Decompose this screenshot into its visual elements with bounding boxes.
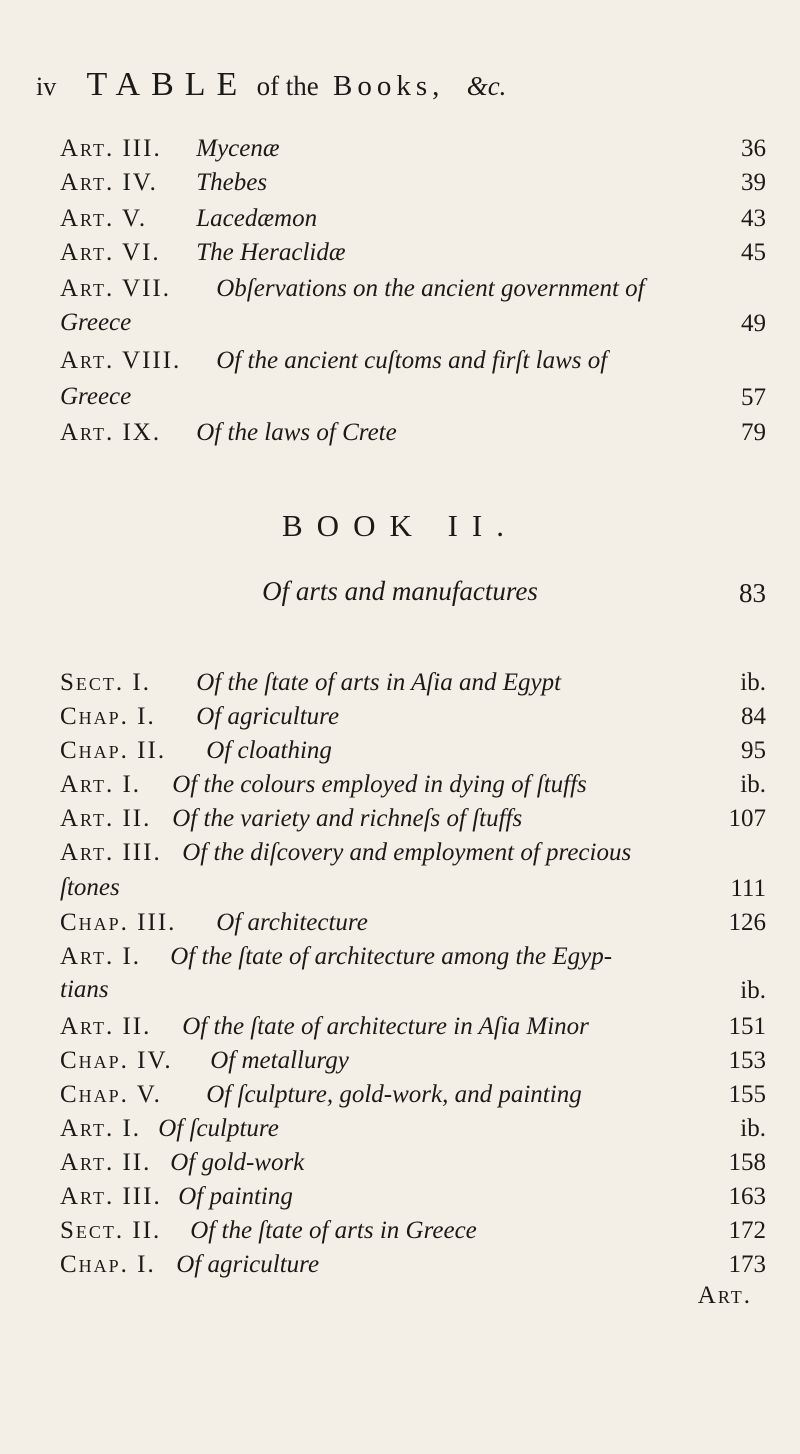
running-head	[36, 66, 776, 104]
entry-page: 36	[741, 135, 766, 162]
entry-label: Chap. I.	[60, 703, 156, 730]
entry-label: Art. VIII.	[60, 347, 182, 374]
entry-title-continuation: ſtones	[60, 874, 120, 901]
entry-page: 153	[728, 1047, 766, 1074]
entry-page: 126	[728, 909, 766, 936]
toc-entry	[60, 1114, 766, 1144]
entry-label: Chap. V.	[60, 1081, 162, 1108]
toc-entry	[60, 1182, 766, 1212]
entry-title: Of the variety and richneſs of ſtuffs	[172, 805, 523, 832]
toc-entry	[60, 908, 766, 938]
entry-title: Of the ſtate of arts in Greece	[190, 1217, 477, 1244]
book-heading: BOOK II.	[282, 508, 518, 543]
entry-title: Mycenæ	[196, 135, 280, 162]
entry-title: Of the laws of Crete	[196, 419, 397, 446]
entry-label: Art. II.	[60, 1149, 152, 1176]
entry-title: Of metallurgy	[210, 1047, 349, 1074]
entry-title: The Heraclidæ	[196, 239, 346, 266]
entry-page: 39	[741, 169, 766, 196]
entry-page: 79	[741, 419, 766, 446]
toc-entry	[60, 702, 766, 732]
entry-label: Art. II.	[60, 1013, 152, 1040]
entry-title: Of the ancient cuſtoms and firſt laws of	[216, 347, 608, 374]
entry-page: 155	[728, 1081, 766, 1108]
entry-title-continuation: tians	[60, 976, 109, 1003]
entry-page: ib.	[740, 1115, 766, 1142]
entry-title: Of ſculpture	[158, 1115, 279, 1142]
entry-title: Of cloathing	[206, 737, 332, 764]
entry-page: ib.	[740, 669, 766, 696]
toc-entry	[60, 804, 766, 834]
entry-page: 49	[741, 310, 766, 337]
entry-label: Art. III.	[60, 839, 162, 866]
toc-entry	[60, 134, 766, 164]
toc-entry	[60, 1080, 766, 1110]
running-head-of-the: of the	[256, 71, 319, 101]
entry-title: Of the ſtate of architecture in Aſia Minor	[182, 1013, 589, 1040]
entry-title: Of ſculpture, gold-work, and painting	[206, 1081, 582, 1108]
entry-page: 84	[741, 703, 766, 730]
entry-title: Of gold-work	[170, 1149, 305, 1176]
entry-label: Chap. IV.	[60, 1047, 173, 1074]
entry-title: Obſervations on the ancient government of	[216, 275, 645, 302]
entry-label: Art. VI.	[60, 239, 161, 266]
book-subtitle-page: 83	[739, 578, 766, 608]
entry-label: Art. I.	[60, 771, 142, 798]
entry-page: 107	[728, 805, 766, 832]
entry-page: 57	[741, 384, 766, 411]
entry-page: 158	[728, 1149, 766, 1176]
toc-entry	[60, 770, 766, 800]
entry-title: Of agriculture	[176, 1251, 320, 1278]
entry-label: Sect. I.	[60, 669, 151, 696]
entry-label: Art. I.	[60, 1115, 142, 1142]
toc-entry	[60, 1012, 766, 1042]
entry-title: Of agriculture	[196, 703, 340, 730]
entry-label: Art. V.	[60, 205, 148, 232]
running-head-table: TABLE	[86, 66, 249, 103]
entry-title: Of the colours employed in dying of ſtuffs	[172, 771, 587, 798]
entry-page: ib.	[740, 771, 766, 798]
entry-label: Chap. I.	[60, 1251, 156, 1278]
entry-label: Art. III.	[60, 135, 162, 162]
toc-entry	[60, 204, 766, 234]
entry-page: 95	[741, 737, 766, 764]
entry-title: Of the ſtate of architecture among the Egyp-	[170, 943, 613, 970]
toc-entry	[60, 1148, 766, 1178]
entry-label: Art. IV.	[60, 169, 158, 196]
entry-title: Lacedæmon	[196, 205, 318, 232]
running-head-books: Books,	[333, 70, 445, 102]
toc-entry	[60, 1046, 766, 1076]
entry-page: 173	[728, 1251, 766, 1278]
toc-entry	[60, 168, 766, 198]
entry-title: Of architecture	[216, 909, 368, 936]
entry-page: 172	[728, 1217, 766, 1244]
entry-label: Art. I.	[60, 943, 142, 970]
entry-label: Art. IX.	[60, 419, 162, 446]
entry-page: 111	[730, 875, 766, 902]
toc-entry	[60, 1216, 766, 1246]
entry-label: Art. III.	[60, 1183, 162, 1210]
toc-entry	[60, 274, 766, 304]
entry-title-continuation: Greece	[60, 383, 132, 410]
toc-entry	[60, 736, 766, 766]
running-head-etc: &c.	[466, 71, 507, 101]
entry-title-continuation: Greece	[60, 309, 132, 336]
toc-entry	[60, 668, 766, 698]
entry-page: 163	[728, 1183, 766, 1210]
entry-title: Of the diſcovery and employment of precious	[182, 839, 632, 866]
entry-label: Art. VII.	[60, 275, 171, 302]
entry-page: 43	[741, 205, 766, 232]
entry-label: Chap. III.	[60, 909, 177, 936]
entry-title: Of the ſtate of arts in Aſia and Egypt	[196, 669, 562, 696]
toc-entry	[60, 942, 766, 972]
entry-title: Of painting	[178, 1183, 293, 1210]
entry-page: 45	[741, 239, 766, 266]
catchword: Art.	[697, 1282, 752, 1309]
book-subtitle: Of arts and manufactures	[262, 576, 538, 606]
page-number-roman: iv	[36, 72, 57, 101]
toc-entry	[60, 1250, 766, 1280]
entry-label: Sect. II.	[60, 1217, 162, 1244]
entry-label: Art. II.	[60, 805, 152, 832]
entry-title: Thebes	[196, 169, 268, 196]
toc-entry	[60, 346, 766, 376]
entry-page: 151	[728, 1013, 766, 1040]
entry-page: ib.	[740, 977, 766, 1004]
toc-entry	[60, 418, 766, 448]
entry-label: Chap. II.	[60, 737, 167, 764]
toc-entry	[60, 238, 766, 268]
toc-entry	[60, 838, 766, 868]
